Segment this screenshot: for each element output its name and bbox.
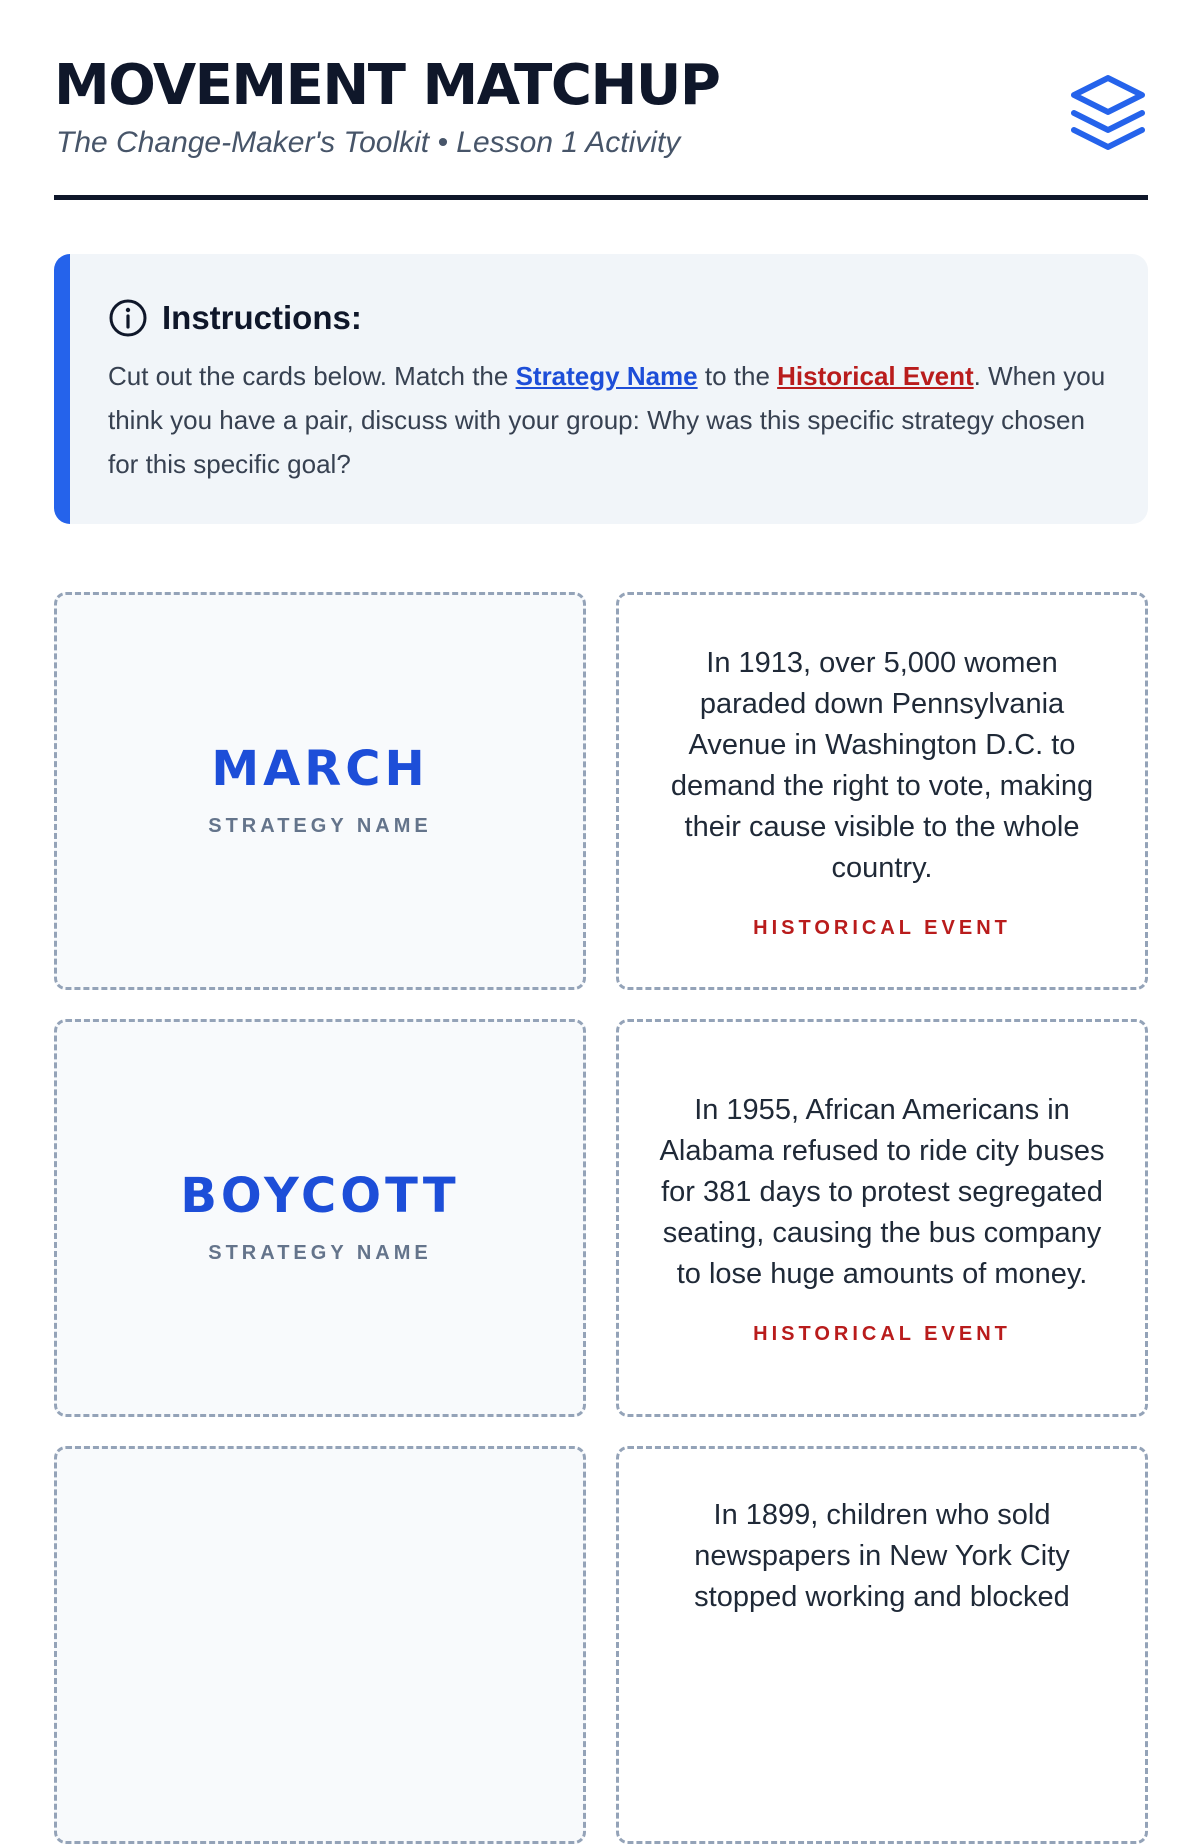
- event-card: [616, 1446, 1148, 1844]
- strategy-tag: STRATEGY NAME: [208, 814, 432, 837]
- event-tag: HISTORICAL EVENT: [753, 1323, 1011, 1345]
- instructions-text-end: . When you think you have a pair, discuss with your group: Why was this specific strategy chosen for this specific goal?: [108, 361, 1106, 479]
- strategy-card: [54, 592, 586, 990]
- event-text: In 1955, African Americans in Alabama refused to ride city buses for 381 days to protest segregated seating, causing the bus company to lose huge amounts of money.: [659, 1094, 1105, 1290]
- strategy-name: MARCH: [211, 740, 429, 797]
- page-title: MOVEMENT MATCHUP: [54, 53, 720, 118]
- instructions-text: [108, 354, 1108, 486]
- page-header: [54, 0, 1148, 200]
- instructions-text-middle: to the: [697, 361, 778, 391]
- strategy-name: BOYCOTT: [180, 1167, 460, 1224]
- page-subtitle: The Change-Maker's Toolkit • Lesson 1 Activity: [56, 126, 681, 159]
- strategy-name-link: Strategy Name: [515, 361, 698, 391]
- strategy-card: [54, 1446, 586, 1844]
- event-text: In 1899, children who sold newspapers in New York City stopped working and blocked: [694, 1499, 1070, 1613]
- historical-event-link: Historical Event: [777, 361, 974, 391]
- event-card: [616, 592, 1148, 990]
- strategy-card: [54, 1019, 586, 1417]
- instructions-header: [108, 298, 362, 338]
- event-card: [616, 1019, 1148, 1417]
- instructions-title: Instructions:: [162, 299, 362, 336]
- event-tag: HISTORICAL EVENT: [753, 916, 1011, 939]
- worksheet-page: [54, 0, 1148, 1613]
- instructions-box: [54, 254, 1148, 524]
- event-text: In 1913, over 5,000 women paraded down Pennsylvania Avenue in Washington D.C. to demand the right to vote, making their cause visible to the whole country.: [670, 646, 1094, 884]
- layers-icon: [1070, 74, 1146, 152]
- info-icon: [108, 298, 148, 338]
- strategy-tag: STRATEGY NAME: [208, 1241, 432, 1264]
- instructions-text-start: Cut out the cards below. Match the: [108, 361, 516, 391]
